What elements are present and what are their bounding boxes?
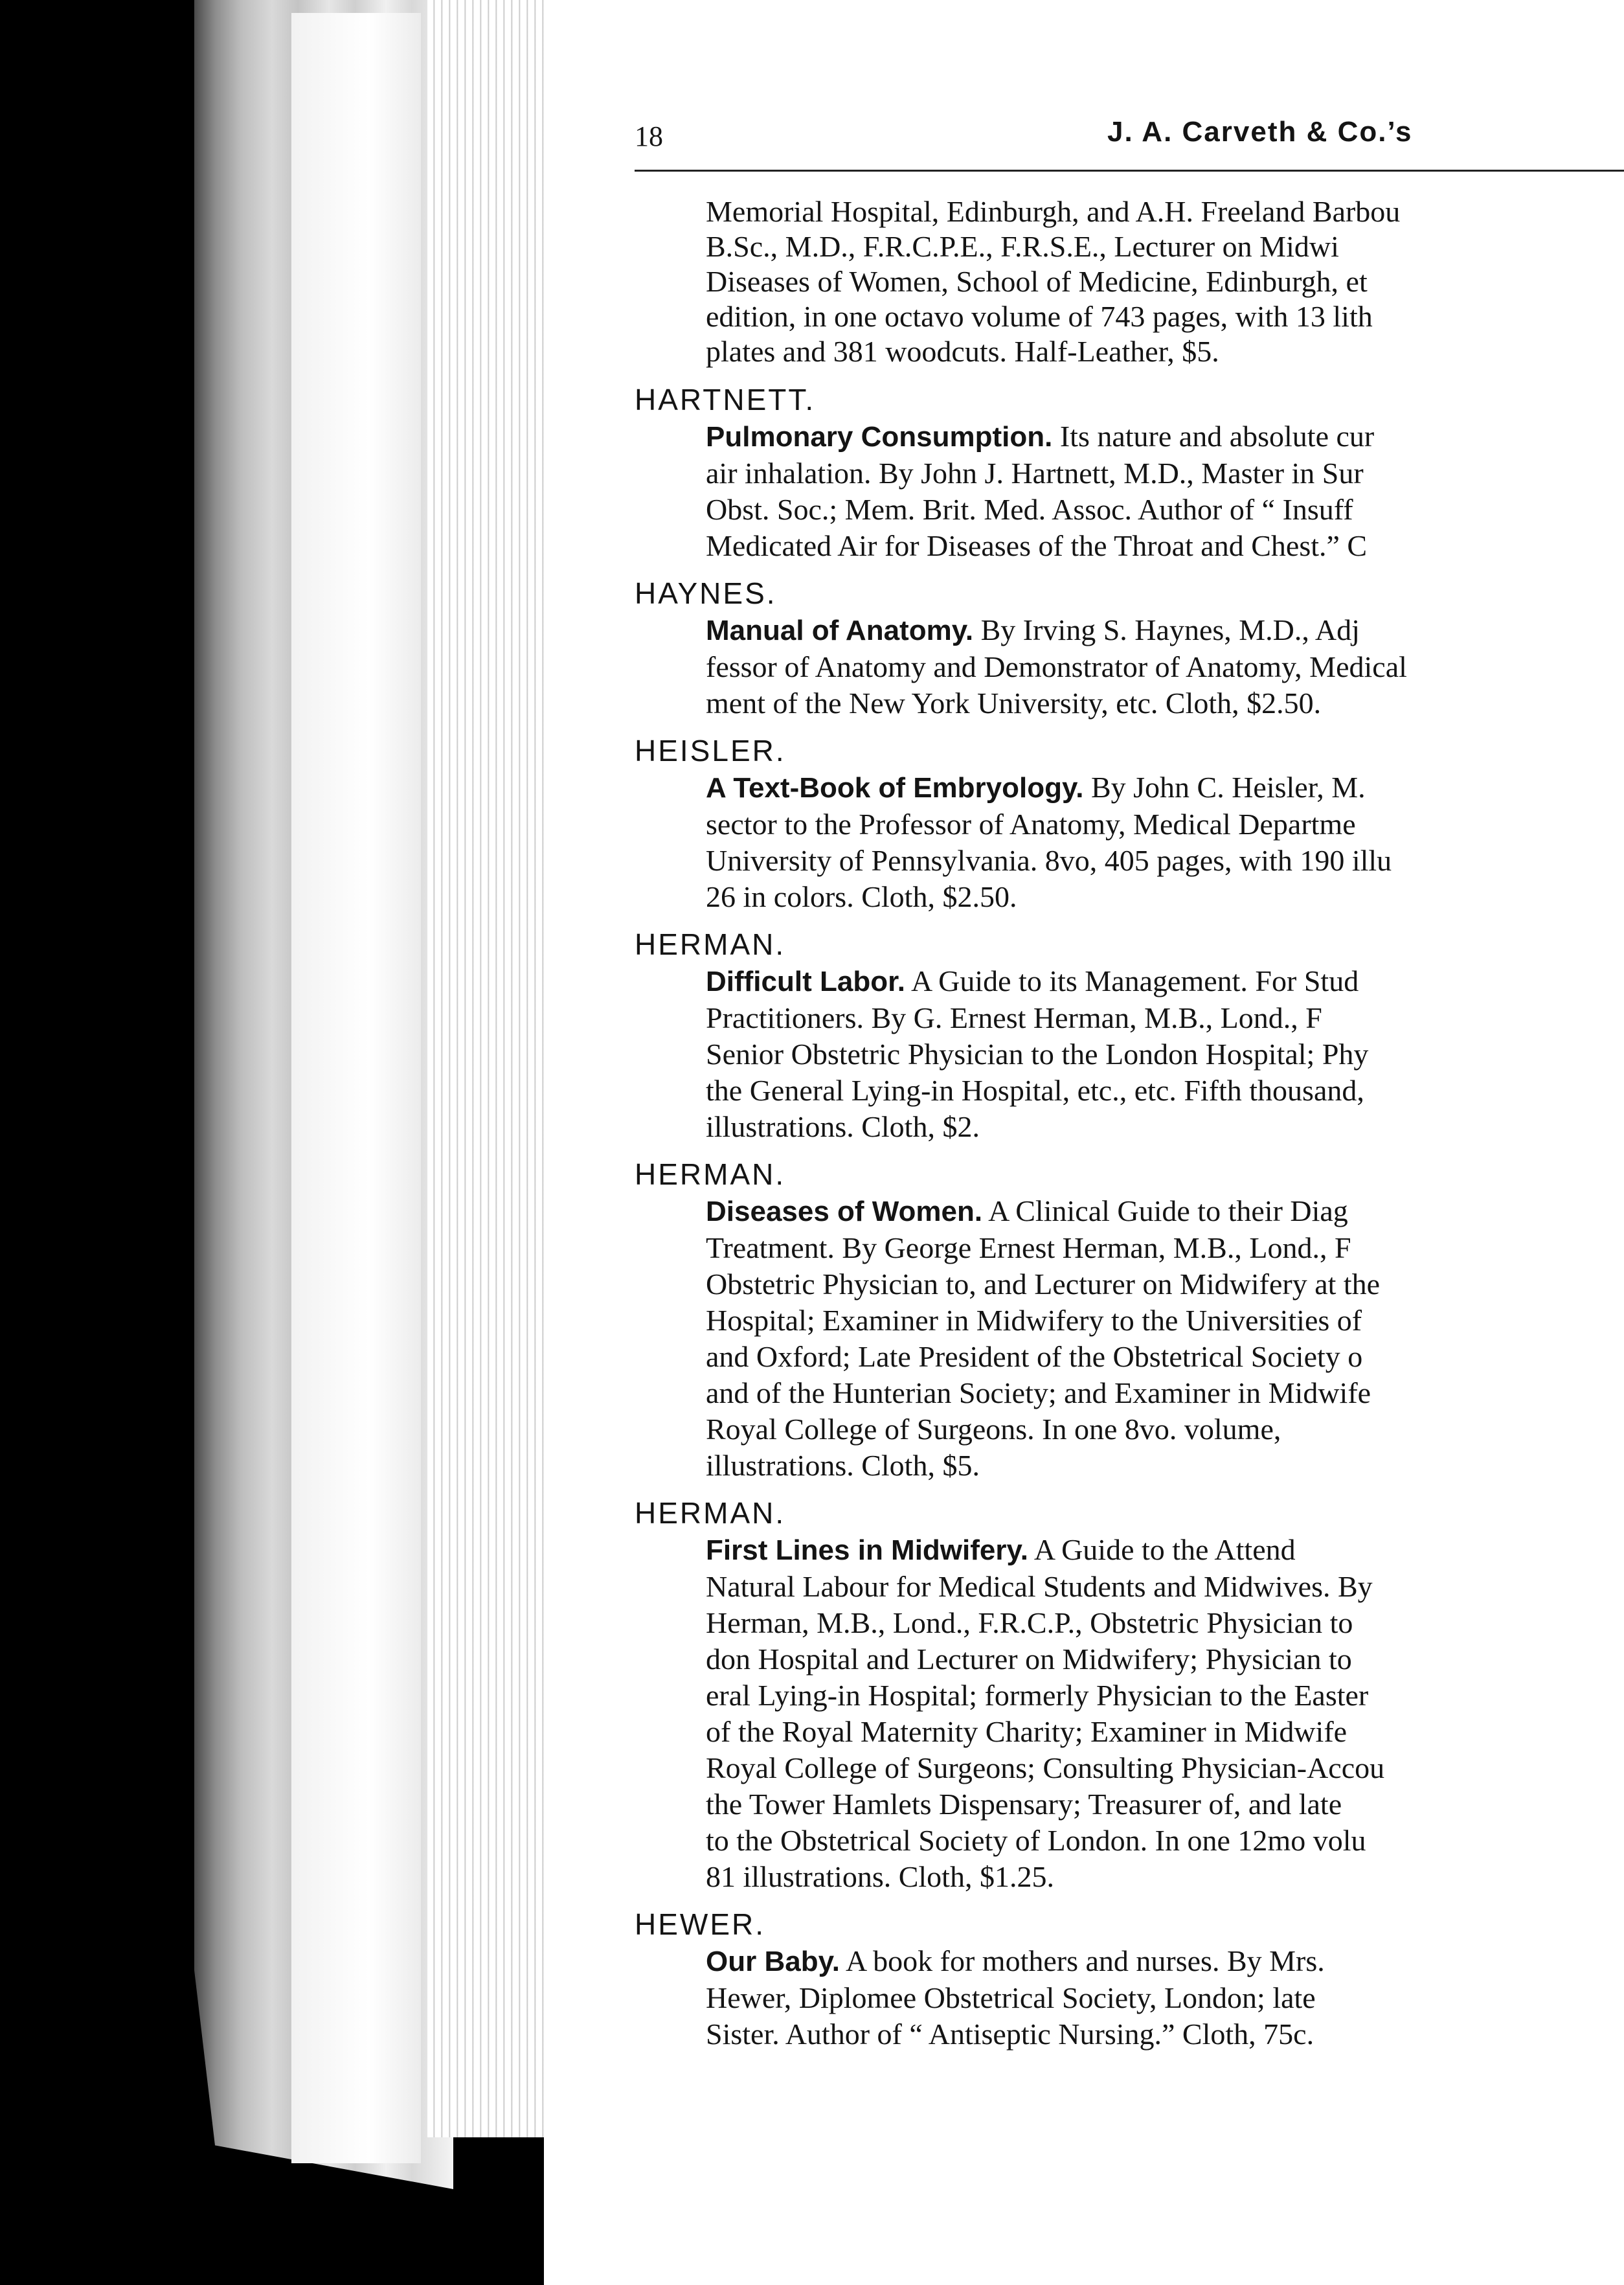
entry-line: Sister. Author of “ Antiseptic Nursing.” Cloth, 75c.	[706, 2018, 1314, 2051]
entry-line: Obstetric Physician to, and Lecturer on Midwifery at the	[706, 1268, 1381, 1301]
entry-first-line	[706, 769, 1624, 806]
entry-line: eral Lying-in Hospital; formerly Physician to the Easter	[706, 1679, 1369, 1712]
entry-line: Herman, M.B., Lond., F.R.C.P., Obstetric Physician to	[706, 1606, 1353, 1639]
continuation-entry	[706, 194, 1624, 369]
book-title: Difficult Labor.	[706, 966, 905, 997]
entry-line: Senior Obstetric Physician to the London Hospital; Phy	[706, 1038, 1369, 1071]
entry-line: and of the Hunterian Society; and Examiner in Midwife	[706, 1376, 1371, 1409]
entry-line: Practitioners. By G. Ernest Herman, M.B., Lond., F	[706, 1001, 1322, 1034]
entry-author: HARTNETT.	[635, 383, 816, 416]
entry-line: illustrations. Cloth, $5.	[706, 1449, 980, 1482]
page-header	[635, 116, 1624, 172]
book-title: Our Baby.	[706, 1946, 840, 1977]
catalog-entry	[635, 1155, 1624, 1484]
entry-body	[706, 1193, 1624, 1484]
entry-line: Royal College of Surgeons. In one 8vo. volume,	[706, 1413, 1281, 1446]
entry-line: Medicated Air for Diseases of the Throat and Chest.” C	[706, 529, 1368, 562]
book-title: Manual of Anatomy.	[706, 615, 974, 646]
entry-description: By Irving S. Haynes, M.D., Adj	[973, 613, 1360, 646]
entry-author: HERMAN.	[635, 1496, 786, 1530]
book-title: Pulmonary Consumption.	[706, 421, 1053, 453]
entry-line: don Hospital and Lecturer on Midwifery; Physician to	[706, 1643, 1352, 1676]
entry-line: Treatment. By George Ernest Herman, M.B., Lond., F	[706, 1231, 1351, 1264]
entry-body	[706, 1943, 1624, 2052]
entry-author: HEISLER.	[635, 734, 786, 767]
entry-description: A book for mothers and nurses. By Mrs.	[840, 1944, 1325, 1977]
entry-body	[706, 769, 1624, 915]
entry-author: HAYNES.	[635, 576, 777, 610]
entry-description: By John C. Heisler, M.	[1083, 771, 1366, 804]
entry-first-line	[706, 1943, 1624, 1980]
entry-first-line	[706, 963, 1624, 1000]
running-title: J. A. Carveth & Co.’s	[1107, 116, 1413, 148]
book-title: Diseases of Women.	[706, 1196, 983, 1227]
entry-line: B.Sc., M.D., F.R.C.P.E., F.R.S.E., Lecturer on Midwi	[706, 230, 1339, 263]
entry-line: Royal College of Surgeons; Consulting Physician-Accou	[706, 1751, 1385, 1784]
catalog-entry	[635, 1905, 1624, 2052]
entry-author: HEWER.	[635, 1907, 765, 1941]
entry-line: sector to the Professor of Anatomy, Medical Departme	[706, 808, 1356, 841]
entry-body	[706, 963, 1624, 1145]
entry-first-line	[706, 1532, 1624, 1569]
entry-body	[706, 418, 1624, 564]
catalog-entry	[635, 926, 1624, 1145]
entry-line: Obst. Soc.; Mem. Brit. Med. Assoc. Author of “ Insuff	[706, 493, 1353, 526]
header-rule	[635, 170, 1624, 172]
page-number: 18	[635, 120, 663, 152]
entry-body	[706, 612, 1624, 722]
catalog-entry	[635, 1494, 1624, 1895]
catalog-entry	[635, 574, 1624, 722]
book-title: First Lines in Midwifery.	[706, 1534, 1028, 1566]
entry-line: the Tower Hamlets Dispensary; Treasurer of, and late	[706, 1788, 1342, 1821]
entry-author: HERMAN.	[635, 1157, 786, 1191]
entry-body	[706, 1532, 1624, 1895]
entry-line: plates and 381 woodcuts. Half-Leather, $5.	[706, 335, 1219, 368]
entry-line: fessor of Anatomy and Demonstrator of Anatomy, Medical	[706, 650, 1407, 683]
catalog-page	[544, 0, 1624, 2285]
entry-line: Diseases of Women, School of Medicine, Edinburgh, et	[706, 265, 1368, 298]
entry-line: University of Pennsylvania. 8vo, 405 pages, with 190 illu	[706, 844, 1392, 877]
entry-line: 26 in colors. Cloth, $2.50.	[706, 880, 1017, 913]
entry-description: A Clinical Guide to their Diag	[982, 1194, 1348, 1227]
entry-line: to the Obstetrical Society of London. In one 12mo volu	[706, 1824, 1366, 1857]
entry-first-line	[706, 612, 1624, 649]
entry-author: HERMAN.	[635, 927, 786, 961]
entry-line: of the Royal Maternity Charity; Examiner in Midwife	[706, 1715, 1348, 1748]
entry-line: Memorial Hospital, Edinburgh, and A.H. Freeland Barbou	[706, 195, 1401, 228]
catalog-entries	[635, 381, 1624, 2052]
entry-first-line	[706, 1193, 1624, 1230]
entry-line: Natural Labour for Medical Students and Midwives. By	[706, 1570, 1373, 1603]
book-title: A Text-Book of Embryology.	[706, 772, 1084, 804]
entry-line: edition, in one octavo volume of 743 pages, with 13 lith	[706, 300, 1373, 333]
entry-first-line	[706, 418, 1624, 455]
book-page-stack-lines	[427, 0, 544, 2137]
entry-line: air inhalation. By John J. Hartnett, M.D., Master in Sur	[706, 457, 1364, 490]
entry-line: Hospital; Examiner in Midwifery to the Universities of	[706, 1304, 1362, 1337]
entry-line: the General Lying-in Hospital, etc., etc. Fifth thousand,	[706, 1074, 1364, 1107]
entry-description: A Guide to the Attend	[1028, 1533, 1296, 1566]
entry-description: A Guide to its Management. For Stud	[905, 964, 1359, 997]
entry-line: 81 illustrations. Cloth, $1.25.	[706, 1860, 1054, 1893]
entry-line: and Oxford; Late President of the Obstetrical Society o	[706, 1340, 1363, 1373]
catalog-entry	[635, 381, 1624, 564]
entry-description: Its nature and absolute cur	[1052, 420, 1375, 453]
entry-line: Hewer, Diplomee Obstetrical Society, London; late	[706, 1981, 1316, 2014]
catalog-content	[635, 194, 1624, 2063]
book-page-edge-highlight	[291, 13, 421, 2163]
entry-line: illustrations. Cloth, $2.	[706, 1110, 980, 1143]
entry-line: ment of the New York University, etc. Cloth, $2.50.	[706, 687, 1322, 720]
catalog-entry	[635, 732, 1624, 915]
